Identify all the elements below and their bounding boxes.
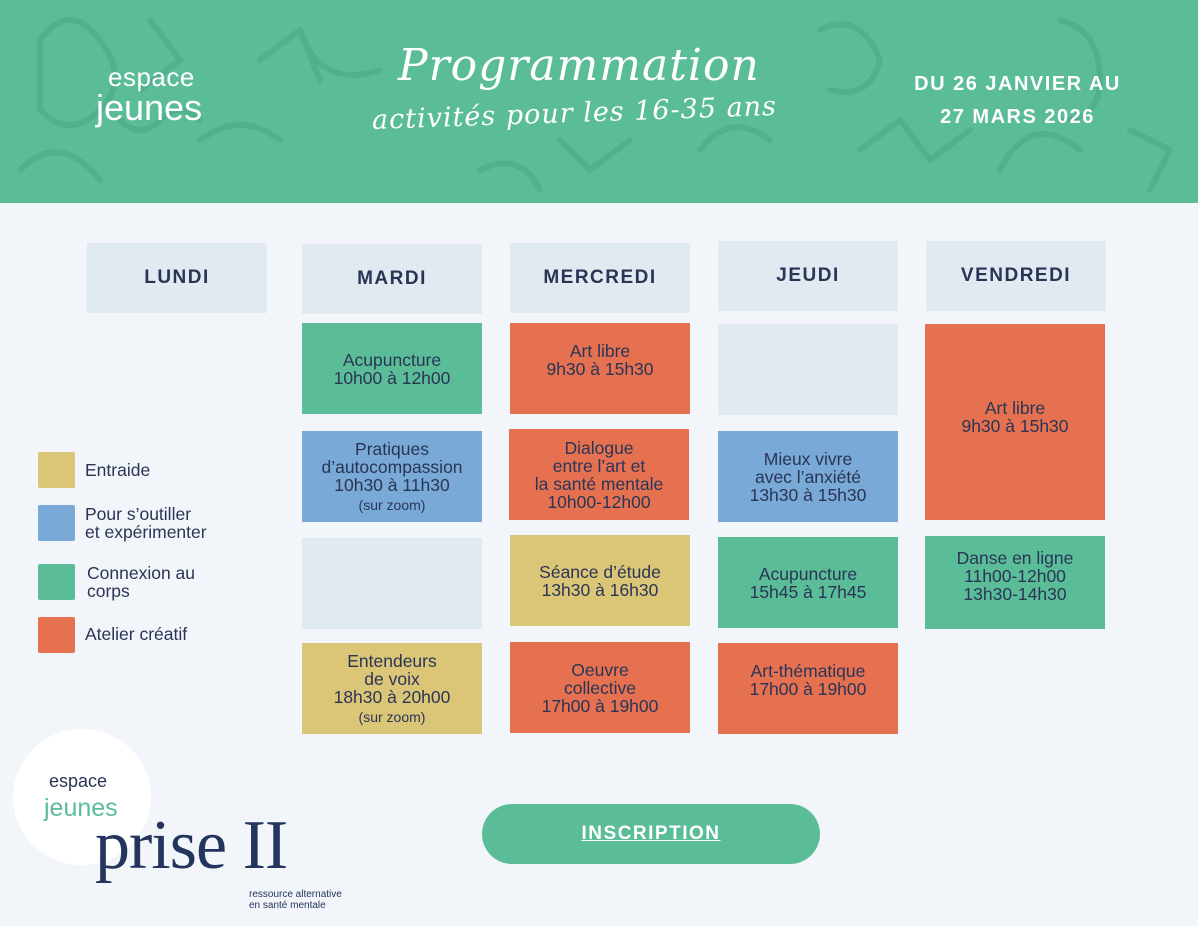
legend-item-atelier xyxy=(38,617,188,653)
legend-label: Atelier créatif xyxy=(85,624,188,644)
legend-item-entraide xyxy=(38,452,151,488)
activity-note: (sur zoom) xyxy=(358,496,426,513)
legend-swatch xyxy=(38,505,75,541)
activity-line: 10h00-12h00 xyxy=(547,491,651,512)
activity-line: 17h00 à 19h00 xyxy=(541,695,659,716)
legend-label xyxy=(87,564,195,600)
activity-line: avec l’anxiété xyxy=(754,466,862,487)
legend-label-line: Connexion au xyxy=(87,563,195,583)
espace-jeunes-logo xyxy=(96,64,202,126)
header-banner xyxy=(0,0,1198,203)
empty-slot xyxy=(718,324,898,415)
activity-card-mercredi-etude[interactable] xyxy=(510,535,690,626)
activity-line: Séance d’étude xyxy=(539,561,661,582)
legend-label-line: Pour s’outiller xyxy=(85,504,192,524)
legend-label-line: et expérimenter xyxy=(85,522,207,542)
activity-line: la santé mentale xyxy=(534,473,664,494)
activity-card-mardi-acupuncture[interactable] xyxy=(302,323,482,414)
activity-line: Entendeurs xyxy=(347,650,437,671)
activity-line: entre l’art et xyxy=(552,455,646,476)
page-subtitle: activités pour les 16-35 ans xyxy=(371,90,778,136)
activity-line: 10h00 à 12h00 xyxy=(333,367,451,388)
legend-swatch xyxy=(38,452,75,488)
day-header-mercredi: MERCREDI xyxy=(510,243,690,313)
activity-line: 10h30 à 11h30 xyxy=(334,474,450,495)
legend-swatch xyxy=(38,564,75,600)
activity-card-jeudi-anxiete[interactable] xyxy=(718,431,898,522)
logo-line1: espace xyxy=(108,62,195,92)
activity-line: d’autocompassion xyxy=(321,456,463,477)
activity-card-mercredi-oeuvre[interactable] xyxy=(510,642,690,733)
activity-card-vendredi-art-libre[interactable] xyxy=(925,324,1105,520)
activity-card-jeudi-acupuncture[interactable] xyxy=(718,537,898,628)
activity-line: 11h00-12h00 xyxy=(964,565,1066,586)
day-header-vendredi: VENDREDI xyxy=(926,241,1106,311)
activity-line: 13h30 à 15h30 xyxy=(749,484,867,505)
day-header-jeudi: JEUDI xyxy=(718,241,898,311)
activity-line: Art libre xyxy=(984,398,1046,418)
activity-note: (sur zoom) xyxy=(358,708,426,725)
day-header-lundi: LUNDI xyxy=(87,243,267,313)
legend-label xyxy=(85,505,207,541)
activity-line: 13h30-14h30 xyxy=(963,583,1067,604)
activity-line: 9h30 à 15h30 xyxy=(546,358,654,379)
date-line1: DU 26 JANVIER AU xyxy=(914,73,1121,95)
legend-item-corps xyxy=(38,563,195,601)
activity-card-mercredi-dialogue[interactable] xyxy=(509,429,689,520)
activity-line: Art-thématique xyxy=(750,660,866,681)
legend-item-outiller xyxy=(38,504,207,542)
activity-line: de voix xyxy=(364,668,420,689)
activity-card-mardi-autocompassion[interactable] xyxy=(302,431,482,522)
activity-line: Danse en ligne xyxy=(956,547,1074,568)
activity-line: Acupuncture xyxy=(758,563,858,584)
day-header-mardi: MARDI xyxy=(302,244,482,314)
activity-line: 17h00 à 19h00 xyxy=(749,678,867,699)
empty-slot xyxy=(302,538,482,629)
activity-line: Pratiques xyxy=(355,438,429,459)
activity-line: Mieux vivre xyxy=(763,448,853,469)
activity-card-vendredi-danse[interactable] xyxy=(925,536,1105,629)
date-range xyxy=(900,68,1135,134)
badge-line2: jeunes xyxy=(44,794,118,822)
activity-line: Oeuvre xyxy=(571,659,629,680)
tagline-line1: ressource alternative xyxy=(249,889,342,900)
activity-card-jeudi-art-thematique[interactable] xyxy=(718,643,898,734)
badge-line1: espace xyxy=(49,771,108,791)
legend-label: Entraide xyxy=(85,460,151,480)
prise-ii-logo: prise II xyxy=(95,807,288,884)
legend-swatch xyxy=(38,617,75,653)
activity-line: 9h30 à 15h30 xyxy=(961,416,1069,436)
tagline-line2: en santé mentale xyxy=(249,900,326,911)
date-line2: 27 MARS 2026 xyxy=(940,106,1095,128)
activity-line: 15h45 à 17h45 xyxy=(749,581,867,602)
activity-line: Acupuncture xyxy=(342,349,442,370)
activity-line: Dialogue xyxy=(564,437,634,458)
inscription-button[interactable]: INSCRIPTION xyxy=(482,804,820,864)
activity-line: 18h30 à 20h00 xyxy=(333,686,451,707)
activity-line: collective xyxy=(564,677,636,698)
legend-label-line: corps xyxy=(87,581,130,601)
activity-line: Art libre xyxy=(569,340,631,361)
page-title: Programmation xyxy=(398,40,760,91)
prise-ii-tagline xyxy=(249,889,342,911)
logo-line2: jeunes xyxy=(96,87,203,128)
activity-line: 13h30 à 16h30 xyxy=(541,579,659,600)
activity-card-mercredi-art-libre[interactable] xyxy=(510,323,690,414)
activity-card-mardi-entendeurs[interactable] xyxy=(302,643,482,734)
